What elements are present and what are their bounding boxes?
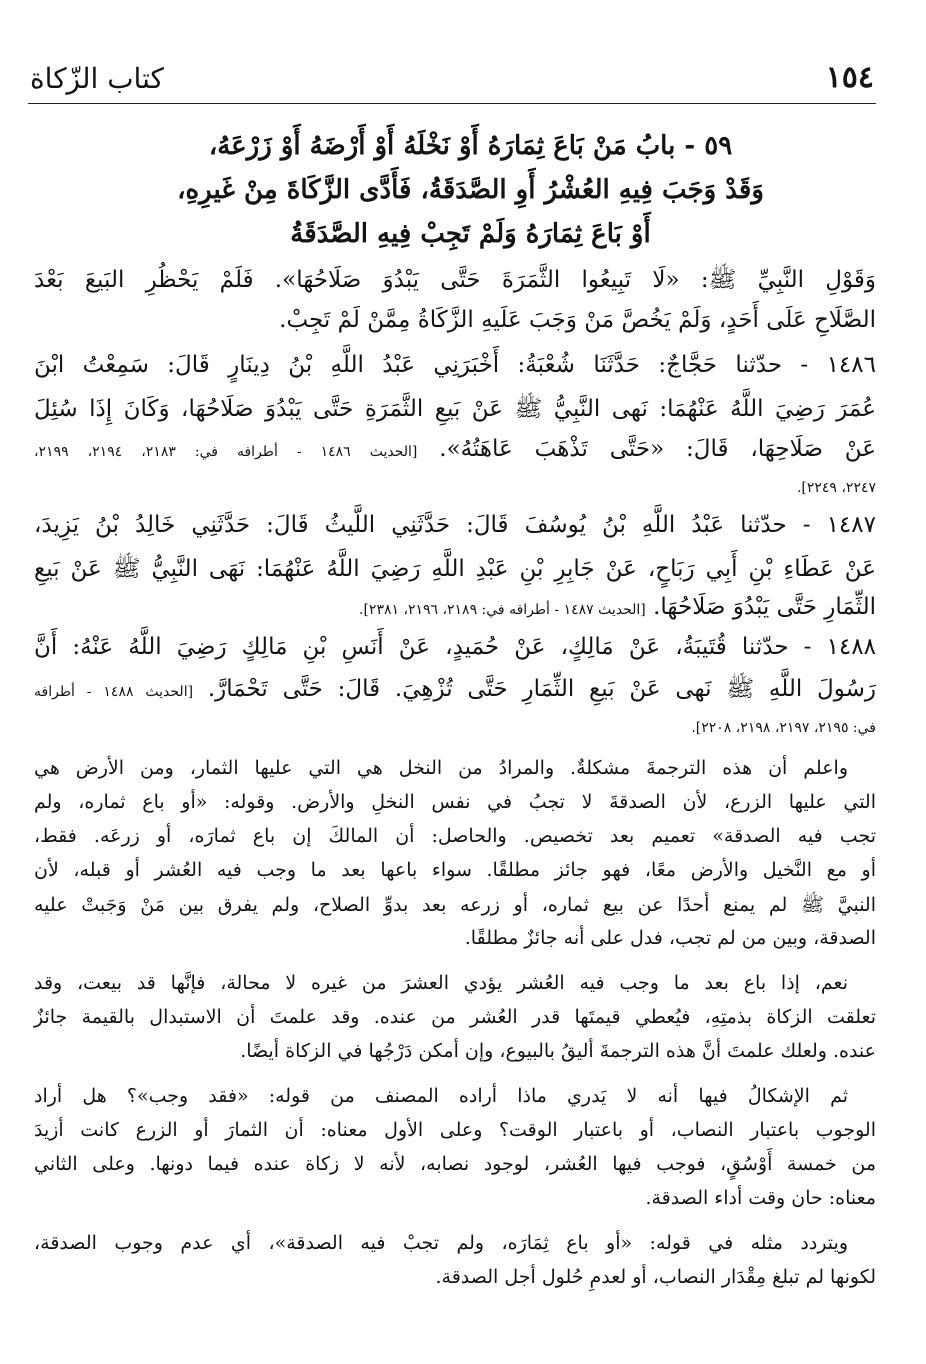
hadith-1488-line-3 (34, 712, 876, 756)
commentary-p2-line-1: نعم، إذا باع بعد ما وجب فيه العُشر يؤدي العشرَ من غيره لا محالة، فإنَّها قد بيعت، وقد (34, 972, 848, 994)
hadith-1487-text: الثِّمَارِ حَتَّى يَبْدُوَ صَلَاحُهَا. (653, 594, 876, 620)
intro-line-1: وَقَوْلِ النَّبِيِّ ﷺ: «لَا تَبِيعُوا الثَّمَرَةَ حَتَّى يَبْدُوَ صَلَاحُهَا». فَلَمْ يَحْظُرِ البَيعَ بَعْدَ (34, 267, 876, 293)
commentary-p1-line-1: واعلم أن هذه الترجمةَ مشكلةٌ. والمرادُ من النخل هي التي عليها الثمار، ومن الأرض هي (34, 757, 848, 779)
hadith-1487-line-2: عَنْ عَطَاءِ بْنِ أَبِي رَبَاحٍ، عَنْ جَابِرِ بْنِ عَبْدِ اللَّهِ رَضِيَ اللَّهُ عَنْهُمَا: نَهَى النَّبِيُّ ﷺ عَنْ بَيعِ (34, 556, 876, 582)
hadith-1486-text: عَنْ صَلَاحِهَا، قَالَ: «حَتَّى تَذْهَبَ عَاهَتُهُ». (439, 436, 876, 462)
hadith-1487-ref: [الحديث ١٤٨٧ - أطرافه في: ٢١٨٩، ٢١٩٦، ٢٣٨١]. (359, 602, 646, 618)
hadith-1486-ref-end: ٢٢٤٧، ٢٢٤٩]. (796, 480, 876, 496)
chapter-heading-line-2: وَقَدْ وَجَبَ فِيهِ العُشْرُ أَوِ الصَّدَقَةُ، فَأَدَّى الزَّكَاةَ مِنْ غَيرِهِ، (177, 175, 764, 205)
hadith-1488-ref: [الحديث ١٤٨٨ - أطرافه (34, 684, 194, 700)
hadith-1488-line-1: ١٤٨٨ - حدّثنا قُتَيبَةُ، عَنْ مَالِكٍ، عَنْ حُمَيدٍ، عَنْ أَنَسِ بْنِ مَالِكٍ رَضِيَ اللَّهُ عَنْهُ: أَنَّ (34, 634, 876, 660)
chapter-heading (80, 124, 861, 256)
page-header (30, 52, 874, 102)
hadith-1486-line-4 (34, 472, 876, 516)
commentary-p2-line-2: تعلقت الزكاة بذمتِهِ، فيُعطي قيمتَها قدر العُشر من عنده. وقد علمتَ أن الاستبدال بالقيمة جائزٌ (34, 1006, 876, 1028)
commentary-p1-line-6: الصدقة، وبين من لم تجب، فدل على أنه جائزٌ مطلقًا. (464, 927, 876, 949)
commentary-p4-line-1: ويتردد مثله في قوله: «أو باع ثِمَارَه، ولم تجبْ فيه الصدقة»، أي عدم وجوب الصدقة، (34, 1232, 848, 1254)
hadith-1487-line-1: ١٤٨٧ - حدّثنا عَبْدُ اللَّهِ بْنُ يُوسُفَ قَالَ: حَدَّثَنِي اللَّيثُ قَالَ: حَدَّثَنِي خَالِدُ بْنُ يَزِيدَ، (34, 512, 876, 538)
commentary-p2-line-3: عنده. ولعلك علمتَ أنَّ هذه الترجمةَ أليقُ بالبيوع، وإن أمكن دَرْجُها في الزكاة أيضًا. (240, 1040, 876, 1062)
hadith-1487-line-3 (34, 594, 876, 638)
page-number: ١٥٤ (825, 60, 874, 95)
hadith-1486-ref: [الحديث ١٤٨٦ - أطرافه في: ٢١٨٣، ٢١٩٤، ٢١٩٩، (34, 444, 418, 460)
commentary-p1-line-2: التي عليها الزرع، لأن الصدقةَ لا تجبُ في نفس النخلِ والأرض. وقوله: «أو باع ثماره، ولم (34, 791, 876, 813)
commentary-p3-line-3: من خمسة أَوْسُقٍ، فوجب فيها العُشر، لوجود نصابه، لأنه لا زكاة عنده فيما دونها. وعلى الثاني (34, 1153, 876, 1175)
commentary-p3-line-1: ثم الإشكالُ فيها أنه لا يَدري ماذا أراده المصنف من قوله: «فقد وجب»؟ هل أراد (34, 1085, 848, 1107)
commentary-p3-line-2: الوجوب باعتبار النصاب، أو باعتبار الوقت؟ وعلى الأول معناه: أن الثمارَ أو الزرع كانت أزيدَ (34, 1119, 876, 1141)
intro-line-2: الصَّلَاحِ عَلَى أَحَدٍ، وَلَمْ يَخُصَّ مَنْ وَجَبَ عَلَيهِ الزَّكَاةُ مِمَّنْ لَمْ تَجِبْ. (279, 307, 876, 333)
running-chapter-title: كتاب الزّكاة (30, 62, 164, 95)
hadith-1488-text: رَسُولَ اللَّهِ ﷺ نَهى عَنْ بَيعِ الثِّمَارِ حَتَّى تُزْهِيَ. قَالَ: حَتَّى تَحْمَارَّ. (207, 676, 876, 702)
header-rule (28, 103, 876, 104)
chapter-heading-line-3: أَوْ بَاعَ ثِمَارَهُ وَلَمْ تَجِبْ فِيهِ الصَّدَقَةُ (290, 219, 651, 249)
commentary-p1-line-4: أو مع النَّخيل والأرض معًا، فهو جائز مطلقًا. سواء باعها بعد ما وجب فيه العُشر أو قبله، لأن (34, 859, 876, 881)
chapter-heading-line-1: ٥٩ - بابُ مَنْ بَاعَ ثِمَارَهُ أَوْ نَخْلَهُ أَوْ أَرْضَهُ أَوْ زَرْعَهُ، (208, 131, 733, 161)
hadith-1486-line-1: ١٤٨٦ - حدّثنا حَجَّاجٌ: حَدَّثَنَا شُعْبَةُ: أَخْبَرَنِي عَبْدُ اللَّهِ بْنُ دِينَارٍ قَالَ: سَمِعْتُ ابْنَ (34, 352, 876, 378)
hadith-1488-ref-end: في: ٢١٩٥، ٢١٩٧، ٢١٩٨، ٢٢٠٨]. (691, 720, 876, 736)
commentary-p3-line-4: معناه: حان وقت أداء الصدقة. (645, 1187, 876, 1209)
commentary-p1-line-5: النبيَّ ﷺ لم يمنع أحدًا عن بيع ثماره، أو زرعه بعد بدوِّ الصلاح، ولم يفرق بين مَنْ وَجَبتْ عليه (34, 894, 876, 916)
hadith-1486-line-2: عُمَرَ رَضِيَ اللَّهُ عَنْهُمَا: نَهى النَّبِيُّ ﷺ عَنْ بَيعِ الثَّمَرَةِ حَتَّى يَبْدُوَ صَلَاحُهَا، وَكَانَ إِذَا سُئِلَ (34, 396, 876, 422)
commentary-p4-line-2: لكونها لم تبلغ مِقْدَار النصاب، أو لعدمِ حُلول أجل الصدقة. (435, 1266, 876, 1288)
commentary-p1-line-3: تجب فيه الصدقة» تعميم بعد تخصيص. والحاصل: أن المالكَ إن باع ثمارَه، أو زرعَه. فقط، (34, 825, 876, 847)
